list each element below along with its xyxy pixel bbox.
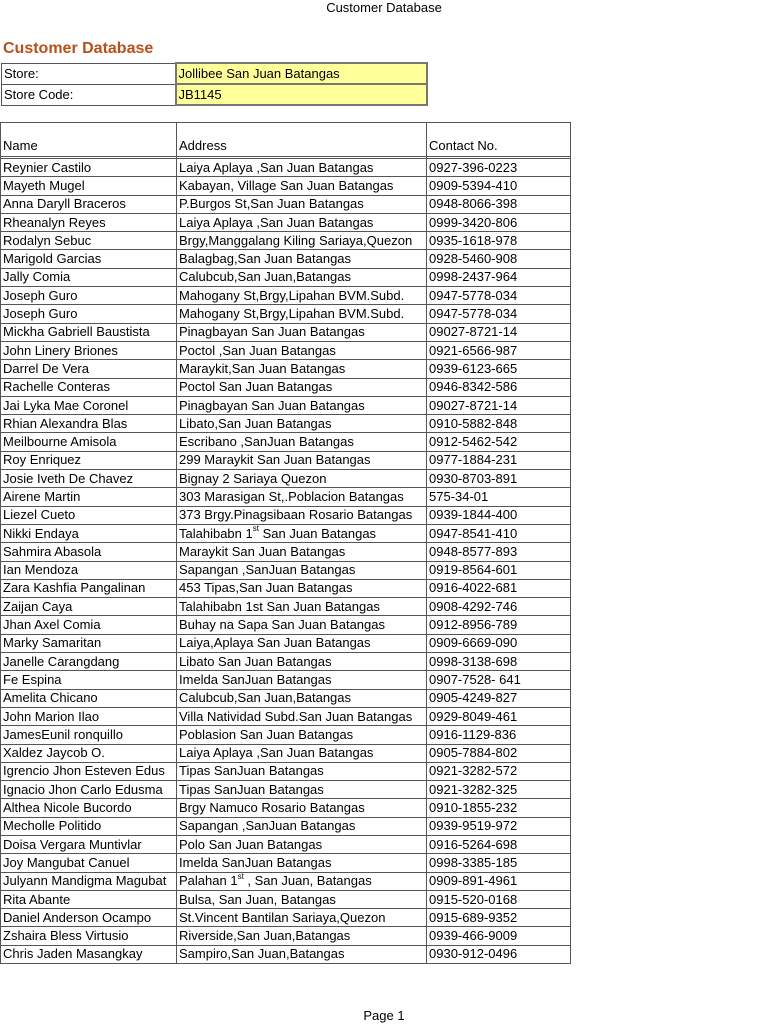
table-row xyxy=(1,909,571,927)
customer-address-cell[interactable]: Sapangan ,SanJuan Batangas xyxy=(177,817,427,835)
table-row xyxy=(1,250,571,268)
customer-address-cell[interactable]: Poctol San Juan Batangas xyxy=(177,378,427,396)
page-header: Customer Database xyxy=(326,0,442,15)
customer-name-cell[interactable]: Roy Enriquez xyxy=(1,451,177,469)
customer-name-cell[interactable]: Marigold Garcias xyxy=(1,250,177,268)
customer-name-cell[interactable]: Mecholle Politido xyxy=(1,817,177,835)
table-row xyxy=(1,890,571,908)
store-info-table xyxy=(1,62,428,106)
customer-contact-cell[interactable]: 09027-8721-14 xyxy=(427,396,571,414)
customer-address-cell[interactable]: Laiya,Aplaya San Juan Batangas xyxy=(177,634,427,652)
customer-contact-cell[interactable]: 0939-466-9009 xyxy=(427,927,571,945)
table-row xyxy=(1,799,571,817)
customer-address-cell[interactable]: Escribano ,SanJuan Batangas xyxy=(177,433,427,451)
customer-name-cell[interactable]: Xaldez Jaycob O. xyxy=(1,744,177,762)
customer-name-cell[interactable]: Rachelle Conteras xyxy=(1,378,177,396)
table-row xyxy=(1,835,571,853)
customer-address-cell[interactable]: Riverside,San Juan,Batangas xyxy=(177,927,427,945)
customer-address-cell[interactable]: Maraykit,San Juan Batangas xyxy=(177,360,427,378)
customer-contact-cell[interactable]: 0927-396-0223 xyxy=(427,159,571,177)
customer-contact-cell[interactable]: 0907-7528- 641 xyxy=(427,671,571,689)
document-title: Customer Database xyxy=(3,40,154,57)
customer-address-cell[interactable]: Bulsa, San Juan, Batangas xyxy=(177,890,427,908)
table-row xyxy=(1,707,571,725)
customer-name-cell[interactable]: Chris Jaden Masangkay xyxy=(1,945,177,963)
customer-contact-cell[interactable]: 0916-5264-698 xyxy=(427,835,571,853)
customer-address-cell[interactable]: Pinagbayan San Juan Batangas xyxy=(177,323,427,341)
table-row xyxy=(1,268,571,286)
customer-address-cell[interactable]: Maraykit San Juan Batangas xyxy=(177,543,427,561)
table-row xyxy=(1,341,571,359)
customer-name-cell[interactable]: Fe Espina xyxy=(1,671,177,689)
customer-name-cell[interactable]: Rheanalyn Reyes xyxy=(1,213,177,231)
customer-name-cell[interactable]: Rodalyn Sebuc xyxy=(1,232,177,250)
customer-address-cell[interactable] xyxy=(177,524,427,542)
customer-name-cell[interactable]: Janelle Carangdang xyxy=(1,653,177,671)
customer-address-cell[interactable]: Tipas SanJuan Batangas xyxy=(177,781,427,799)
customer-address-cell[interactable]: Imelda SanJuan Batangas xyxy=(177,671,427,689)
customer-name-cell[interactable]: Airene Martin xyxy=(1,488,177,506)
customer-contact-cell[interactable]: 0935-1618-978 xyxy=(427,232,571,250)
table-row xyxy=(1,524,571,542)
customer-address-cell[interactable]: Brgy Namuco Rosario Batangas xyxy=(177,799,427,817)
table-row xyxy=(1,598,571,616)
customer-name-cell[interactable]: Darrel De Vera xyxy=(1,360,177,378)
address-text: Palahan 1 xyxy=(179,873,238,889)
table-row xyxy=(1,945,571,963)
customer-contact-cell[interactable]: 0939-6123-665 xyxy=(427,360,571,378)
table-row xyxy=(1,781,571,799)
customer-contact-cell[interactable]: 0915-520-0168 xyxy=(427,890,571,908)
customer-name-cell[interactable]: Liezel Cueto xyxy=(1,506,177,524)
table-row xyxy=(1,671,571,689)
customer-name-cell[interactable]: Joy Mangubat Canuel xyxy=(1,854,177,872)
customer-contact-cell[interactable]: 0910-1855-232 xyxy=(427,799,571,817)
customer-contact-cell[interactable]: 0916-1129-836 xyxy=(427,726,571,744)
customer-contact-cell[interactable]: 0977-1884-231 xyxy=(427,451,571,469)
customer-name-cell[interactable]: Mayeth Mugel xyxy=(1,177,177,195)
customer-name-cell[interactable]: Julyann Mandigma Magubat xyxy=(1,872,177,890)
table-row xyxy=(1,506,571,524)
customer-address-cell[interactable]: P.Burgos St,San Juan Batangas xyxy=(177,195,427,213)
customer-contact-cell[interactable]: 0947-8541-410 xyxy=(427,524,571,542)
customer-contact-cell[interactable]: 0921-6566-987 xyxy=(427,341,571,359)
customer-contact-cell[interactable]: 0905-4249-827 xyxy=(427,689,571,707)
customer-address-cell[interactable]: Calubcub,San Juan,Batangas xyxy=(177,689,427,707)
customer-name-cell[interactable]: Ian Mendoza xyxy=(1,561,177,579)
customer-contact-cell[interactable]: 0930-8703-891 xyxy=(427,470,571,488)
column-header-address: Address xyxy=(177,123,427,157)
store-code-value[interactable]: JB1145 xyxy=(176,84,427,105)
table-row xyxy=(1,817,571,835)
customer-contact-cell[interactable]: 0909-6669-090 xyxy=(427,634,571,652)
customer-address-cell[interactable]: Tipas SanJuan Batangas xyxy=(177,762,427,780)
address-text: Talahibabn 1 xyxy=(179,525,253,541)
address-text-rest: , San Juan, Batangas xyxy=(243,873,372,889)
customer-name-cell[interactable]: Josie Iveth De Chavez xyxy=(1,470,177,488)
table-row xyxy=(1,543,571,561)
store-label: Store: xyxy=(2,63,176,84)
table-row xyxy=(1,287,571,305)
customer-address-cell[interactable]: Sampiro,San Juan,Batangas xyxy=(177,945,427,963)
customer-name-cell[interactable]: Nikki Endaya xyxy=(1,524,177,542)
store-value[interactable]: Jollibee San Juan Batangas xyxy=(176,63,427,84)
customer-address-cell[interactable]: 453 Tipas,San Juan Batangas xyxy=(177,579,427,597)
customer-table-body xyxy=(1,123,571,964)
store-code-row xyxy=(2,84,427,105)
customer-name-cell[interactable]: Althea Nicole Bucordo xyxy=(1,799,177,817)
customer-address-cell[interactable]: Brgy,Manggalang Kiling Sariaya,Quezon xyxy=(177,232,427,250)
customer-address-cell[interactable]: Poctol ,San Juan Batangas xyxy=(177,341,427,359)
customer-name-cell[interactable]: Jally Comia xyxy=(1,268,177,286)
customer-name-cell[interactable]: Zara Kashfia Pangalinan xyxy=(1,579,177,597)
customer-name-cell[interactable]: Marky Samaritan xyxy=(1,634,177,652)
address-ordinal-suffix: st xyxy=(237,872,244,881)
store-code-label: Store Code: xyxy=(2,84,176,105)
table-row xyxy=(1,854,571,872)
customer-address-cell[interactable]: Mahogany St,Brgy,Lipahan BVM.Subd. xyxy=(177,305,427,323)
customer-address-cell[interactable]: Calubcub,San Juan,Batangas xyxy=(177,268,427,286)
column-header-name: Name xyxy=(1,123,177,157)
table-row xyxy=(1,451,571,469)
table-row xyxy=(1,488,571,506)
customer-name-cell[interactable]: Amelita Chicano xyxy=(1,689,177,707)
table-header-row xyxy=(1,123,571,157)
customer-name-cell[interactable]: Mickha Gabriell Baustista xyxy=(1,323,177,341)
customer-contact-cell[interactable]: 0999-3420-806 xyxy=(427,213,571,231)
customer-contact-cell[interactable]: 0939-9519-972 xyxy=(427,817,571,835)
customer-name-cell[interactable]: Ignacio Jhon Carlo Edusma xyxy=(1,781,177,799)
customer-address-cell[interactable]: Kabayan, Village San Juan Batangas xyxy=(177,177,427,195)
customer-name-cell[interactable]: Jai Lyka Mae Coronel xyxy=(1,396,177,414)
customer-name-cell[interactable]: Zaijan Caya xyxy=(1,598,177,616)
store-row xyxy=(2,63,427,84)
customer-address-cell[interactable] xyxy=(177,872,427,890)
customer-contact-cell[interactable]: 0912-5462-542 xyxy=(427,433,571,451)
customer-name-cell[interactable]: Joseph Guro xyxy=(1,287,177,305)
customer-address-cell[interactable]: 303 Marasigan St,.Poblacion Batangas xyxy=(177,488,427,506)
customer-contact-cell[interactable]: 0946-8342-586 xyxy=(427,378,571,396)
table-row xyxy=(1,927,571,945)
table-row xyxy=(1,360,571,378)
table-row xyxy=(1,689,571,707)
table-row xyxy=(1,579,571,597)
customer-contact-cell[interactable]: 0948-8066-398 xyxy=(427,195,571,213)
table-row xyxy=(1,653,571,671)
table-row xyxy=(1,195,571,213)
customer-address-cell[interactable]: Villa Natividad Subd.San Juan Batangas xyxy=(177,707,427,725)
customer-address-cell[interactable]: Polo San Juan Batangas xyxy=(177,835,427,853)
customer-address-cell[interactable]: 299 Maraykit San Juan Batangas xyxy=(177,451,427,469)
customer-name-cell[interactable]: Rhian Alexandra Blas xyxy=(1,415,177,433)
table-row xyxy=(1,433,571,451)
customer-name-cell[interactable]: John Marion Ilao xyxy=(1,707,177,725)
customer-address-cell[interactable]: Laiya Aplaya ,San Juan Batangas xyxy=(177,213,427,231)
customer-contact-cell[interactable]: 0929-8049-461 xyxy=(427,707,571,725)
customer-name-cell[interactable]: Igrencio Jhon Esteven Edus xyxy=(1,762,177,780)
customer-contact-cell[interactable]: 0909-891-4961 xyxy=(427,872,571,890)
customer-contact-cell[interactable]: 0910-5882-848 xyxy=(427,415,571,433)
table-row xyxy=(1,616,571,634)
customer-name-cell[interactable]: Anna Daryll Braceros xyxy=(1,195,177,213)
customer-address-cell[interactable]: Mahogany St,Brgy,Lipahan BVM.Subd. xyxy=(177,287,427,305)
address-text-rest: San Juan Batangas xyxy=(258,525,377,541)
customer-address-cell[interactable]: Pinagbayan San Juan Batangas xyxy=(177,396,427,414)
customer-address-cell[interactable]: 373 Brgy.Pinagsibaan Rosario Batangas xyxy=(177,506,427,524)
customer-contact-cell[interactable]: 0921-3282-572 xyxy=(427,762,571,780)
customer-address-cell[interactable]: Libato,San Juan Batangas xyxy=(177,415,427,433)
customer-contact-cell[interactable]: 0998-2437-964 xyxy=(427,268,571,286)
customer-contact-cell[interactable]: 0912-8956-789 xyxy=(427,616,571,634)
table-row xyxy=(1,762,571,780)
customer-contact-cell[interactable]: 0998-3138-698 xyxy=(427,653,571,671)
customer-address-cell[interactable]: Buhay na Sapa San Juan Batangas xyxy=(177,616,427,634)
customer-contact-cell[interactable]: 0947-5778-034 xyxy=(427,305,571,323)
table-row xyxy=(1,305,571,323)
table-row xyxy=(1,323,571,341)
table-row xyxy=(1,726,571,744)
column-header-contact: Contact No. xyxy=(427,123,571,157)
customer-name-cell[interactable]: Reynier Castilo xyxy=(1,159,177,177)
customer-address-cell[interactable]: Poblasion San Juan Batangas xyxy=(177,726,427,744)
customer-name-cell[interactable]: JamesEunil ronquillo xyxy=(1,726,177,744)
customer-address-cell[interactable]: Balagbag,San Juan Batangas xyxy=(177,250,427,268)
page-footer: Page 1 xyxy=(363,1008,405,1023)
address-ordinal-suffix: st xyxy=(252,524,259,534)
customer-address-cell[interactable]: Libato San Juan Batangas xyxy=(177,653,427,671)
customer-table xyxy=(0,122,571,964)
customer-contact-cell[interactable]: 0939-1844-400 xyxy=(427,506,571,524)
customer-contact-cell[interactable]: 0948-8577-893 xyxy=(427,543,571,561)
customer-contact-cell[interactable]: 0915-689-9352 xyxy=(427,909,571,927)
customer-contact-cell[interactable]: 0905-7884-802 xyxy=(427,744,571,762)
customer-name-cell[interactable]: Zshaira Bless Virtusio xyxy=(1,927,177,945)
customer-name-cell[interactable]: Joseph Guro xyxy=(1,305,177,323)
customer-contact-cell[interactable]: 0930-912-0496 xyxy=(427,945,571,963)
customer-contact-cell[interactable]: 0928-5460-908 xyxy=(427,250,571,268)
table-row xyxy=(1,872,571,890)
customer-address-cell[interactable]: St.Vincent Bantilan Sariaya,Quezon xyxy=(177,909,427,927)
customer-contact-cell[interactable]: 0919-8564-601 xyxy=(427,561,571,579)
customer-contact-cell[interactable]: 0998-3385-185 xyxy=(427,854,571,872)
customer-name-cell[interactable]: Meilbourne Amisola xyxy=(1,433,177,451)
customer-contact-cell[interactable]: 0916-4022-681 xyxy=(427,579,571,597)
customer-contact-cell[interactable]: 0909-5394-410 xyxy=(427,177,571,195)
customer-name-cell[interactable]: Doisa Vergara Muntivlar xyxy=(1,835,177,853)
customer-name-cell[interactable]: Jhan Axel Comia xyxy=(1,616,177,634)
table-row xyxy=(1,561,571,579)
customer-name-cell[interactable]: Daniel Anderson Ocampo xyxy=(1,909,177,927)
customer-contact-cell[interactable]: 09027-8721-14 xyxy=(427,323,571,341)
customer-contact-cell[interactable]: 0947-5778-034 xyxy=(427,287,571,305)
customer-address-cell[interactable]: Imelda SanJuan Batangas xyxy=(177,854,427,872)
table-row xyxy=(1,213,571,231)
customer-name-cell[interactable]: John Linery Briones xyxy=(1,341,177,359)
customer-contact-cell[interactable]: 0908-4292-746 xyxy=(427,598,571,616)
table-row xyxy=(1,744,571,762)
customer-name-cell[interactable]: Rita Abante xyxy=(1,890,177,908)
table-row xyxy=(1,378,571,396)
customer-address-cell[interactable]: Laiya Aplaya ,San Juan Batangas xyxy=(177,744,427,762)
customer-address-cell[interactable]: Sapangan ,SanJuan Batangas xyxy=(177,561,427,579)
customer-address-cell[interactable]: Bignay 2 Sariaya Quezon xyxy=(177,470,427,488)
customer-address-cell[interactable]: Talahibabn 1st San Juan Batangas xyxy=(177,598,427,616)
customer-address-cell[interactable]: Laiya Aplaya ,San Juan Batangas xyxy=(177,159,427,177)
table-row xyxy=(1,470,571,488)
table-row xyxy=(1,159,571,177)
table-row xyxy=(1,177,571,195)
table-row xyxy=(1,634,571,652)
table-row xyxy=(1,232,571,250)
customer-contact-cell[interactable]: 575-34-01 xyxy=(427,488,571,506)
customer-name-cell[interactable]: Sahmira Abasola xyxy=(1,543,177,561)
table-row xyxy=(1,396,571,414)
table-row xyxy=(1,415,571,433)
customer-contact-cell[interactable]: 0921-3282-325 xyxy=(427,781,571,799)
